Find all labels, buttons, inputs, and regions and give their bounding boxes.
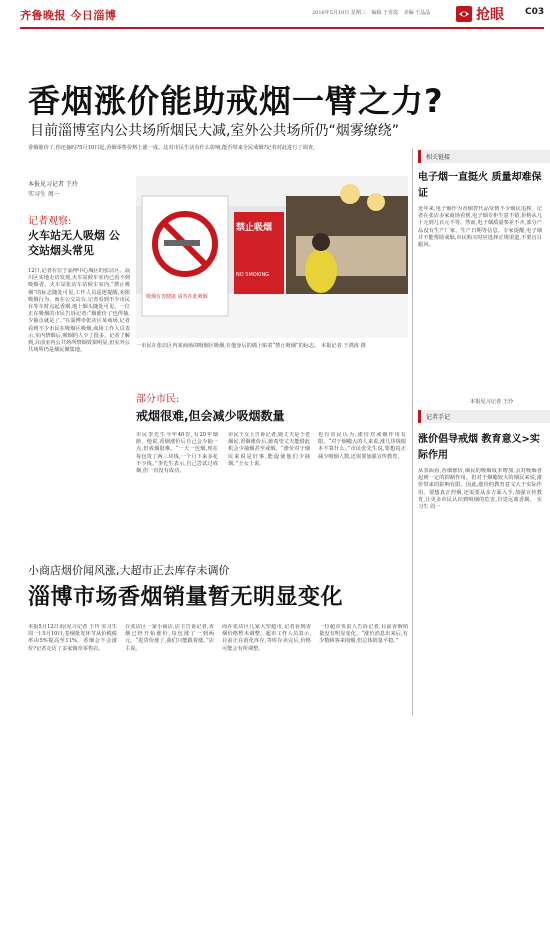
second-col-2: 在张店区一家小商店,店主告诉记者,香烟已经开始涨价,每包涨了一到两元。“进货价涨了,我们只能跟着涨。”店主说。 — [125, 624, 214, 652]
photo-sign-text: 吸烟有害健康 请勿在此吸烟 — [146, 294, 208, 300]
observation-head: 火车站无人吸烟 公交站烟头常见 — [28, 229, 120, 257]
lead-paragraph: 香烟涨价了,你还抽吗?5月10日起,香烟零售价格上涨一成。这对市民生活有什么影响,能否带来全民戒烟?记者对此进行了调查。 — [28, 145, 319, 151]
observation-label: 记者观察: — [28, 216, 72, 227]
main-headline: 香烟涨价能助戒烟一臂之力? — [28, 82, 444, 120]
reporter-note-label: 记者手记 — [418, 410, 550, 423]
reporter-note-body — [418, 468, 542, 718]
second-overline: 小商店烟价闻风涨,大超市正去库存未调价 — [28, 564, 230, 577]
main-subhead: 目前淄博室内公共场所烟民大减,室外公共场所仍“烟雾缭绕” — [30, 123, 399, 139]
masthead: 齐鲁晚报 今日淄博 — [20, 9, 117, 22]
photo-caption-text: 一市民在张店区内某商场的吸烟区吸烟,在他身后的墙上贴着“禁止吸烟”的标志。 — [136, 343, 320, 349]
sidebar-divider — [412, 148, 413, 716]
section-tag — [456, 4, 504, 24]
second-headline: 淄博市场香烟销量暂无明显变化 — [28, 585, 344, 610]
citizens-label: 部分市民: — [136, 394, 180, 405]
photo-sign-english: NO SMOKING — [236, 272, 270, 278]
second-col-3: 而在张店区几家大型超市,记者看到香烟价格暂未调整。超市工作人员表示,目前正在消化库存,等库存卖完后,价格可能会有所调整。 — [222, 624, 311, 652]
header-rule — [20, 27, 544, 29]
photo-caption — [136, 342, 408, 350]
related-head: 电子烟一直挺火 质量却难保证 — [418, 172, 542, 199]
byline-intern: 实习生 周一 — [28, 191, 60, 198]
related-body: 近年来,电子烟作为香烟替代品受到不少烟民追捧。记者在张店多家商场看到,电子烟专柜生意不错,价格从几十元到几百元不等。然而,电子烟质量参差不齐,部分产品没有生产厂家、生产日期等信息。专家提醒,电子烟并不能帮助戒烟,市民购买时应选择正规渠道,不要盲目跟风。 — [418, 206, 542, 249]
second-col-4: 一位超市负责人告诉记者,目前香烟销量没有明显变化。“涨价消息出来后,有少数顾客来囤烟,但总体销量平稳。” — [319, 624, 408, 645]
column-c-text: 也有市民认为,涨价对戒烟作用有限。“对于烟瘾大的人来说,涨几块钱根本不算什么。”市民张先生说,要想真正减少吸烟人数,还需要加强宣传教育。 — [318, 432, 406, 460]
column-a-text: 市民李先生今年40岁,有20年烟龄。他说,香烟涨价后自己会少抽一点,但戒烟很难。“一天一包烟,现在每包贵了两三块钱,一个月下来多花不少钱。”李先生表示,自己尝试过戒烟,但一直没有成功。 — [136, 432, 218, 475]
second-col-1: 本报5月12日讯(见习记者 王玲 实习生 周一) 5月10日,卷烟批发环节从价税税率由5%提高至11%。香烟会不会涨价?记者走访了多家烟草零售店。 — [28, 624, 117, 652]
second-story-columns — [28, 624, 408, 714]
section-tag-label: 抢眼 — [476, 7, 504, 23]
related-link-label: 相关链接 — [418, 150, 550, 163]
eye-icon — [456, 6, 472, 22]
issue-meta — [312, 9, 434, 16]
reporter-note-head: 涨价倡导戒烟 教育意义>实际作用 — [418, 434, 540, 461]
reporter-note-byline: 实习生 周一 — [418, 496, 542, 511]
citizens-head: 戒烟很难,但会减少吸烟数量 — [136, 409, 285, 423]
byline — [28, 180, 78, 200]
related-byline: 本报见习记者 王玲 — [470, 399, 514, 405]
column-b-text: 市民王女士告诉记者,她丈夫是个老烟民,香烟涨价后,她希望丈夫能借此机会少抽烟甚至戒烟。“涨价对于烟民来说是好事,能促使他们少抽烟。”王女士说。 — [228, 432, 310, 467]
issue-editor: 编辑 于青霞 — [371, 10, 399, 16]
issue-date: 2016年5月10日 星期三 — [312, 10, 366, 16]
photo-credit: 本报记者 王鸿涛 摄 — [321, 343, 366, 349]
news-photo — [136, 176, 408, 338]
byline-reporter: 本报见习记者 王玲 — [28, 181, 78, 188]
photo-sign-label: 禁止吸烟 — [236, 223, 273, 233]
reporter-note-text: 从表面看,香烟涨价,烟民的吸烟成本增加,会对吸烟者起到一定的抑制作用。但对于烟瘾较大的烟民来说,涨价带来的影响有限。因此,涨价的教育意义大于实际作用。要想真正控烟,还需要从多方面入手,加强宣传教育,让更多市民认识到吸烟的危害,自觉远离香烟。 — [418, 468, 542, 503]
page-number: C03 — [525, 7, 545, 17]
issue-designer: 美编 王晶晶 — [403, 10, 431, 16]
left-column-text: 12日,记者在位于淄博中心城区的张店区、淄川区实地走访发现,火车站候车室内已看不到吸烟者。火车站张店车站候车室内,“禁止吸烟”的标志随处可见,工作人员巡逻提醒,劝阻吸烟行为。而在公交站台,记者看到不少市民在等车时点起香烟,地上烟头随处可见。一位正在吸烟的市民告诉记者:“烟涨价了也得抽,少抽点就是了。”在淄博市张店区某商场,记者看到不少市民在吸烟区吸烟,商场工作人员表示,室内禁烟后,吸烟的人少了很多。记者了解到,目前室内公共场所禁烟效果明显,但室外公共场所仍是烟民聚集地。 — [28, 268, 130, 354]
